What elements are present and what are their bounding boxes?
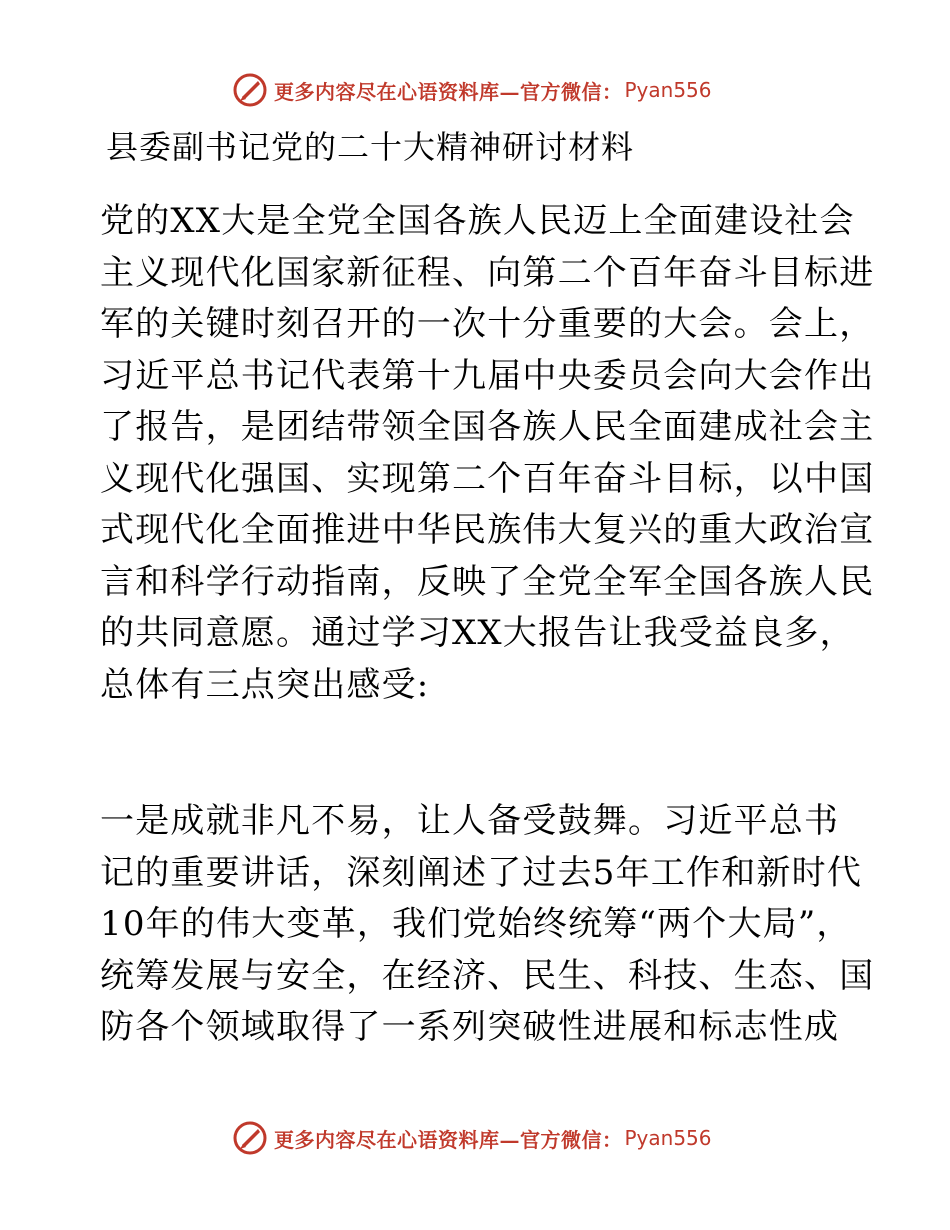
quill-logo-icon [232, 72, 268, 108]
text-line: 主义现代化国家新征程、向第二个百年奋斗目标进 [100, 252, 875, 293]
text-line: 军的关键时刻召开的一次十分重要的大会。会上， [100, 304, 875, 344]
text-line: 义现代化强国、实现第二个百年奋斗目标，以中国 [100, 458, 875, 499]
text-line: 一是成就非凡不易，让人备受鼓舞。习近平总书 [100, 801, 840, 841]
paragraph-1 [100, 196, 875, 711]
quill-logo-icon [232, 1120, 268, 1156]
text-line: 防各个领域取得了一系列突破性进展和标志性成 [100, 1007, 840, 1047]
footer-watermark [232, 1118, 712, 1158]
text-line: 了报告，是团结带领全国各族人民全面建成社会主 [100, 407, 875, 447]
text-line: 总体有三点突出感受: [100, 664, 430, 705]
text-line: 统筹发展与安全，在经济、民生、科技、生态、国 [100, 955, 875, 996]
text-line: 的共同意愿。通过学习XX大报告让我受益良多， [100, 613, 855, 653]
paragraph-2 [100, 796, 875, 1054]
text-line: 式现代化全面推进中华民族伟大复兴的重大政治宣 [100, 510, 875, 550]
text-line: 习近平总书记代表第十九届中央委员会向大会作出 [100, 355, 875, 396]
text-line: 言和科学行动指南，反映了全党全军全国各族人民 [100, 561, 875, 602]
text-line: 记的重要讲话，深刻阐述了过去5年工作和新时代 [100, 852, 863, 893]
watermark-wechat-id: Pyan556 [624, 78, 712, 102]
text-line: 党的XX大是全党全国各族人民迈上全面建设社会 [100, 201, 855, 241]
watermark-text: 更多内容尽在心语资料库—官方微信： [274, 79, 623, 104]
text-line: 10年的伟大变革，我们党始终统筹“两个大局”， [100, 904, 852, 944]
watermark-text: 更多内容尽在心语资料库—官方微信： [274, 1127, 623, 1152]
document-title: 县委副书记党的二十大精神研讨材料 [106, 128, 635, 166]
header-watermark [232, 70, 712, 110]
watermark-wechat-id: Pyan556 [624, 1126, 712, 1150]
